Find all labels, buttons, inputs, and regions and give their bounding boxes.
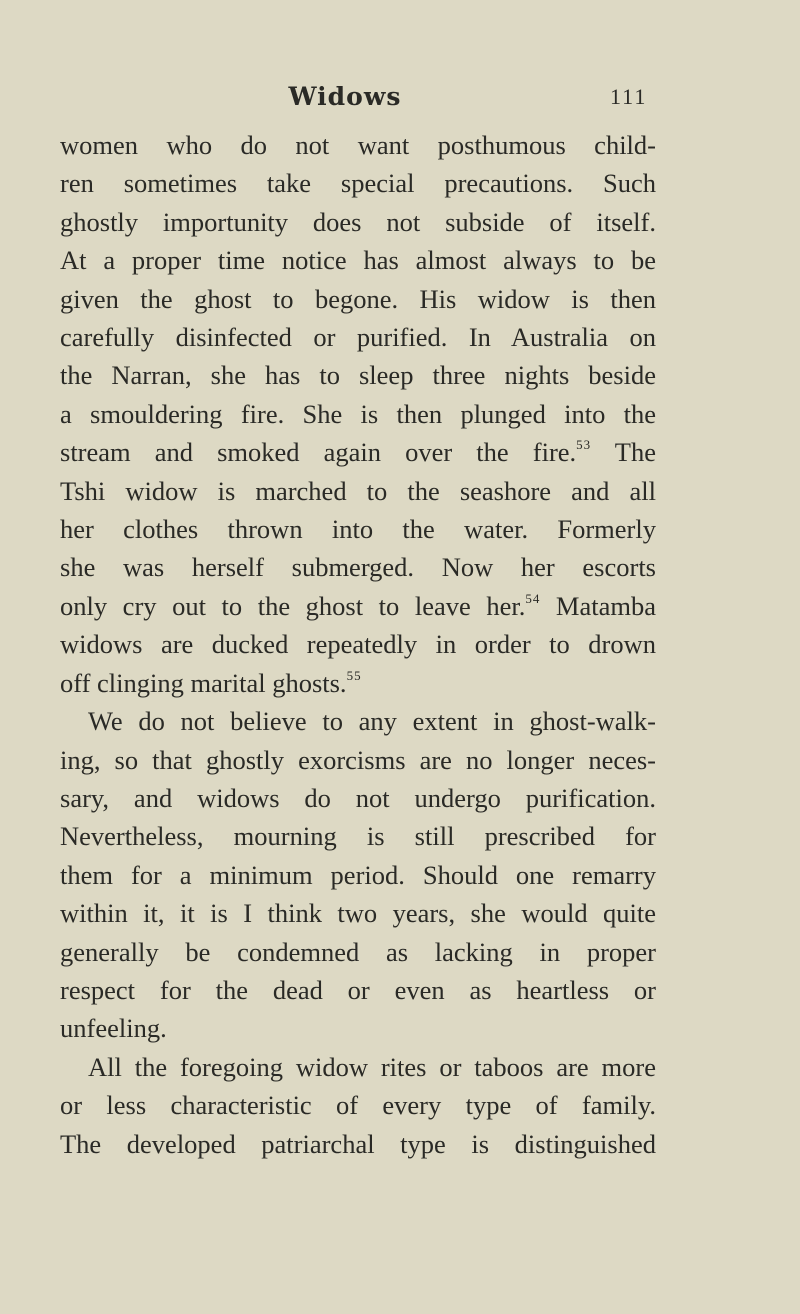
text-line: All the foregoing widow rites or taboos are more — [88, 1051, 656, 1082]
text-run: off clinging marital ghosts. — [60, 667, 347, 698]
text-line: the Narran, she has to sleep three nights beside — [60, 360, 656, 391]
text-line: We do not believe to any extent in ghost-walk- — [88, 706, 656, 737]
text-line: her clothes thrown into the water. Formerly — [60, 514, 656, 545]
text-line: ing, so that ghostly exorcisms are no longer neces- — [60, 744, 656, 775]
text-line: The developed patriarchal type is distinguished — [60, 1128, 656, 1159]
text-run: only cry out to the ghost to leave her. — [60, 590, 526, 621]
text-run: stream and smoked again over the fire. — [60, 437, 577, 468]
footnote-ref: 53 — [576, 437, 592, 453]
text-line — [60, 433, 656, 471]
running-head — [0, 78, 800, 122]
text-line: within it, it is I think two years, she would quite — [60, 898, 656, 929]
text-line: widows are ducked repeatedly in order to drown — [60, 629, 656, 660]
text-line — [60, 587, 656, 625]
body-text — [60, 126, 656, 1163]
text-line: carefully disinfected or purified. In Australia on — [60, 322, 656, 353]
running-title: Widows — [288, 82, 402, 111]
text-run: Matamba — [555, 590, 656, 621]
footnote-ref: 55 — [346, 667, 362, 683]
text-line: Tshi widow is marched to the seashore and all — [60, 475, 656, 506]
text-line: generally be condemned as lacking in proper — [60, 936, 656, 967]
text-line: given the ghost to begone. His widow is then — [60, 283, 656, 314]
footnote-ref: 54 — [525, 590, 541, 606]
text-line: Nevertheless, mourning is still prescribed for — [60, 821, 656, 852]
text-line: ghostly importunity does not subside of itself. — [60, 206, 656, 237]
text-line: At a proper time notice has almost always to be — [60, 245, 656, 276]
text-line: them for a minimum period. Should one remarry — [60, 859, 656, 890]
text-run: The — [614, 437, 656, 468]
text-line: sary, and widows do not undergo purification. — [60, 782, 656, 813]
text-line — [60, 664, 656, 702]
text-line: respect for the dead or even as heartless or — [60, 974, 656, 1005]
page-number: 111 — [610, 84, 648, 109]
text-line: women who do not want posthumous child- — [60, 130, 656, 160]
text-line: or less characteristic of every type of family. — [60, 1090, 656, 1121]
text-line: unfeeling. — [60, 1013, 167, 1044]
text-line: ren sometimes take special precautions. Such — [60, 168, 656, 199]
text-line: a smouldering fire. She is then plunged into the — [60, 398, 656, 429]
text-line: she was herself submerged. Now her escorts — [60, 552, 656, 583]
